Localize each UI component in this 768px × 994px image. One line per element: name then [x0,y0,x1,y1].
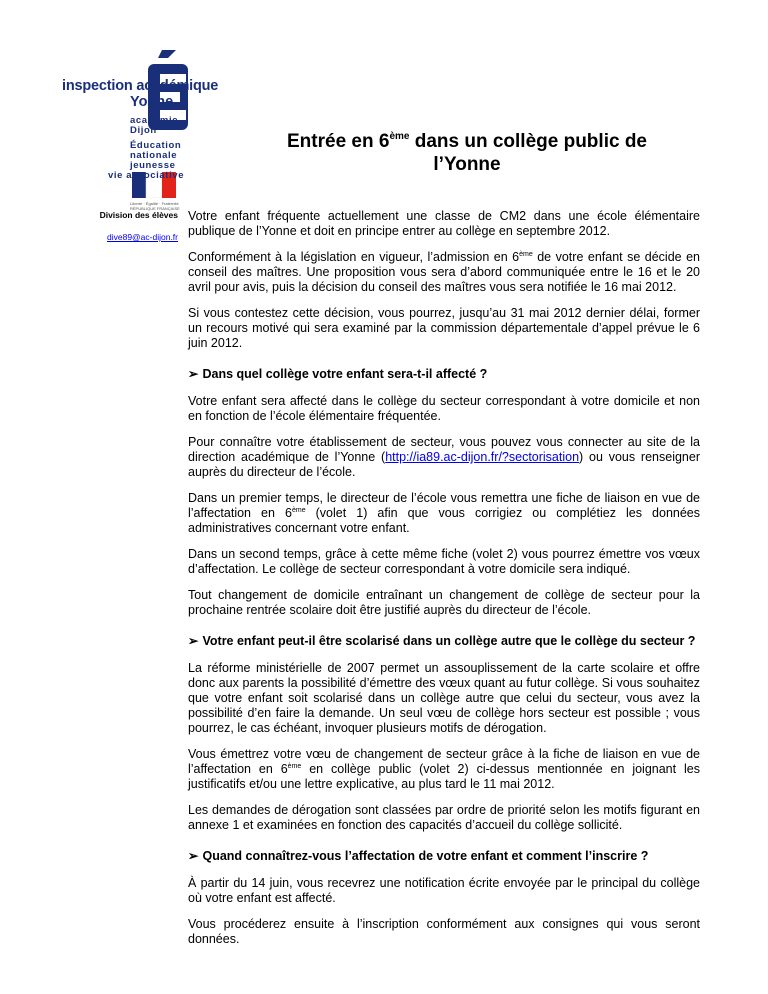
paragraph: Dans un second temps, grâce à cette même fiche (volet 2) vous pourrez émettre vos vœux d’affectation. Le collège de secteur correspondant à votre domicile sera indiqué. [188,547,700,576]
title-part2: dans un collège public de [409,131,647,152]
paragraph [188,435,700,480]
arrow-bullet-icon: ➢ [188,634,199,648]
heading-text: Dans quel collège votre enfant sera-t-il affecté ? [202,367,488,381]
arrow-bullet-icon: ➢ [188,367,199,381]
logo-dijon: Dijon [130,125,157,136]
paragraph: Votre enfant sera affecté dans le collège du secteur correspondant à votre domicile et non en fonction de l’école élémentaire fréquentée. [188,394,700,423]
paragraph [188,250,700,295]
page-title [232,130,702,176]
paragraph: La réforme ministérielle de 2007 permet un assouplissement de la carte scolaire et offre donc aux parents la possibilité d’émettre des vœux quant au futur collège. Si vous souhaitez que votre enfant soit scolarisé dans un collège autre que celui du secteur, vous avez la possibilité d’en faire la demande. Un seul vœu de collège hors secteur est possible ; vous pourrez, le cas échéant, invoquer plusieurs motifs de dérogation. [188,661,700,735]
email-link[interactable]: dive89@ac-dijon.fr [107,232,178,242]
paragraph: Tout changement de domicile entraînant un changement de collège de secteur pour la prochaine rentrée scolaire doit être justifié auprès du directeur de l’école. [188,588,700,617]
text: de votre enfant se décide en conseil des maîtres. Une proposition vous sera d’abord communiquée entre le 16 et le 20 avril pour avis, puis la décision du conseil des maîtres vous sera notifiée le 16 mai 2012. [188,250,700,294]
superscript: ème [287,763,302,770]
section-heading [188,634,700,649]
inspection-academique-logo [62,50,219,211]
paragraph: Vous procéderez ensuite à l’inscription conformément aux consignes qui vous seront données. [188,917,700,946]
logo-ministry-1: Éducation [130,140,182,151]
logo-ministry-3: jeunesse [130,160,176,171]
sidebar [60,210,178,242]
logo-ministry-4: vie associative [108,170,185,181]
text: Dans un premier temps, le directeur de l’école vous remettra une fiche de liaison en vue de l’affectation en 6 [188,491,700,520]
paragraph: Si vous contestez cette décision, vous pourrez, jusqu’au 31 mai 2012 dernier délai, former un recours motivé qui sera examiné par la commission départementale d’appel prévue le 6 juin 2012. [188,306,700,350]
superscript: ème [291,507,306,514]
heading-text: Quand connaîtrez-vous l’affectation de votre enfant et comment l’inscrire ? [202,849,649,863]
paragraph [188,747,700,792]
paragraph [188,491,700,536]
logo-academie: académie [130,115,179,126]
logo-ministry-2: nationale [130,150,178,161]
title-part1: Entrée en 6 [287,131,390,152]
superscript: ème [519,251,533,258]
arrow-bullet-icon: ➢ [188,849,199,863]
text: (volet 1) afin que vous corrigiez ou complétiez les données administratives concernant votre enfant. [188,506,700,535]
heading-text: Votre enfant peut-il être scolarisé dans un collège autre que le collège du secteur ? [202,634,696,648]
paragraph: Votre enfant fréquente actuellement une classe de CM2 dans une école élémentaire publique de l’Yonne et doit en principe entrer au collège en septembre 2012. [188,209,700,238]
paragraph: À partir du 14 juin, vous recevrez une notification écrite envoyée par le principal du collège où votre enfant est affecté. [188,876,700,905]
text: Pour connaître votre établissement de secteur, vous pouvez vous connecter au site de la direction académique de l’Yonne ( [188,435,700,464]
title-sup: ème [389,131,410,142]
text: en collège public (volet 2) ci-dessus mentionnée en joignant les justificatifs et/ou une lettre explicative, au plus tard le 11 mai 2012. [188,762,700,791]
text: Vous émettrez votre vœu de changement de secteur grâce à la fiche de liaison en vue de l’affectation en 6 [188,747,700,776]
paragraph: Les demandes de dérogation sont classées par ordre de priorité selon les motifs figurant en annexe 1 et examinées en fonction des capacités d’accueil du collège sollicité. [188,803,700,832]
logo-title-line1: inspection académique [62,78,219,94]
letter-body [188,209,700,958]
text: Conformément à la législation en vigueur, l’admission en 6 [188,250,520,264]
section-heading [188,849,700,864]
logo-title-line2: Yonne [130,94,174,110]
sectorisation-link[interactable]: http://ia89.ac-dijon.fr/?sectorisation [385,450,580,464]
title-line2: l’Yonne [433,154,501,175]
division-label: Division des élèves [99,210,178,220]
section-heading [188,367,700,382]
logo-republique: RÉPUBLIQUE FRANÇAISE [130,206,180,211]
text: ) ou vous renseigner auprès du directeur de l’école. [188,450,700,479]
logo-motto: Liberté · Égalité · Fraternité [130,201,179,206]
